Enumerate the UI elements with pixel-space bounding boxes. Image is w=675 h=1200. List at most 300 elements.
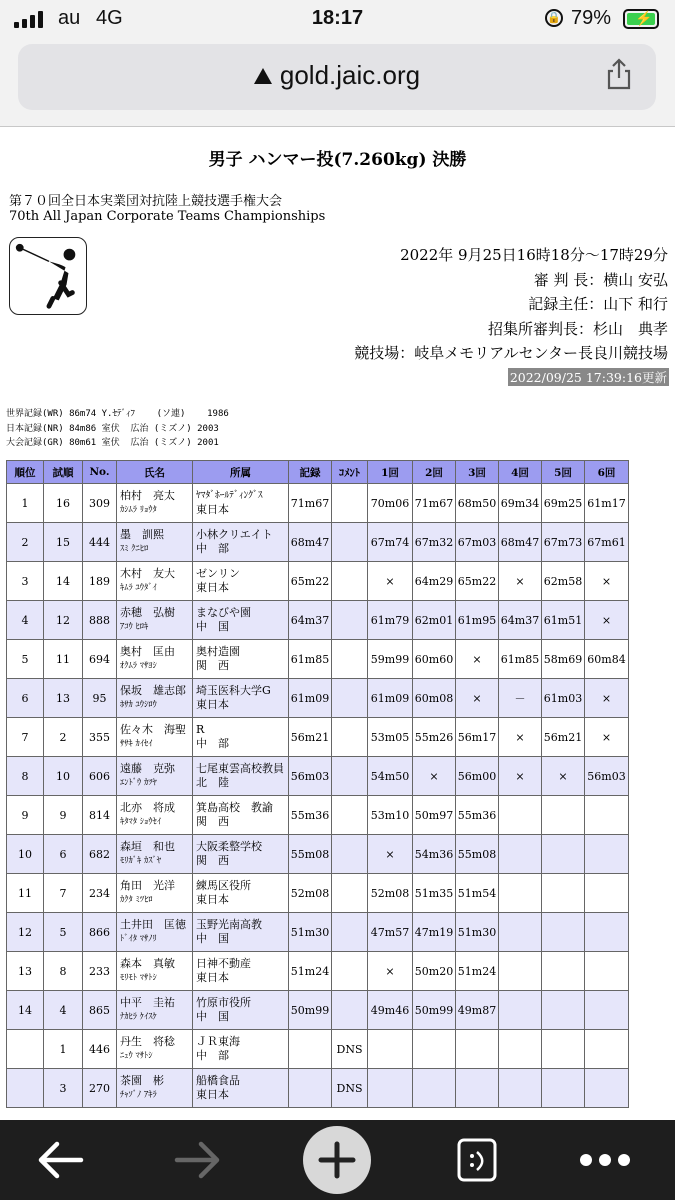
name-cell (117, 952, 193, 991)
attempt-cell: × (585, 718, 629, 757)
athlete-name: 遠藤 克弥 (120, 762, 175, 775)
record-cell: 55m36 (289, 796, 332, 835)
attempt-cell (499, 796, 542, 835)
name-cell (117, 484, 193, 523)
table-row (7, 1069, 629, 1108)
attempt-cell (585, 913, 629, 952)
attempt-cell: 67m32 (413, 523, 456, 562)
athlete-name: 茶園 彬 (120, 1074, 164, 1087)
attempt-cell: 61m51 (542, 601, 585, 640)
athlete-kana: ｶｼﾑﾗ ﾘｮｳﾀ (120, 505, 157, 515)
athlete-kana: ｵｸﾑﾗ ﾏｻﾖｼ (120, 661, 157, 671)
team-cell (193, 757, 289, 796)
athlete-kana: ｷﾑﾗ ﾕｳﾀﾞｲ (120, 583, 157, 593)
attempt-cell: 54m36 (413, 835, 456, 874)
attempt-cell: × (585, 679, 629, 718)
col-header: No. (83, 461, 117, 484)
col-header: 1回 (368, 461, 413, 484)
status-bar (0, 0, 675, 40)
rotation-lock-icon: 🔒 (545, 9, 563, 27)
page-title: 男子 ハンマー投(7.260kg) 決勝 (208, 150, 467, 170)
record-cell: 71m67 (289, 484, 332, 523)
name-cell (117, 1030, 193, 1069)
athlete-name: 丹生 将稔 (120, 1035, 175, 1048)
event-datetime: 2022年 9月25日16時18分〜17時29分 (400, 246, 668, 264)
record-cell: 52m08 (289, 874, 332, 913)
call-referee: 招集所審判長：杉山 典孝 (487, 319, 668, 338)
rank-cell: 8 (7, 757, 44, 796)
athlete-name: 奥村 匡由 (120, 645, 175, 658)
athlete-kana: ﾄﾞｲﾀ ﾏｻﾉﾘ (120, 934, 157, 944)
attempt-cell: 67m03 (456, 523, 499, 562)
athlete-name: 森本 真敏 (120, 957, 175, 970)
rank-cell: 9 (7, 796, 44, 835)
order-cell: 4 (44, 991, 83, 1030)
attempt-cell: 64m29 (413, 562, 456, 601)
athlete-name: 墨 訓熙 (120, 528, 164, 541)
attempt-cell (585, 991, 629, 1030)
athlete-kana: ﾅｶﾋﾗ ｹｲｽｹ (120, 1012, 157, 1022)
back-icon[interactable] (5, 1120, 115, 1200)
order-cell: 15 (44, 523, 83, 562)
bib-cell: 866 (83, 913, 117, 952)
comment-cell (332, 718, 368, 757)
attempt-cell (456, 1069, 499, 1108)
order-cell: 3 (44, 1069, 83, 1108)
table-row (7, 835, 629, 874)
col-header: 記録 (289, 461, 332, 484)
attempt-cell: 49m46 (368, 991, 413, 1030)
bib-cell: 444 (83, 523, 117, 562)
attempt-cell: 69m34 (499, 484, 542, 523)
team-region: 関 西 (196, 854, 229, 867)
table-row (7, 952, 629, 991)
order-cell: 14 (44, 562, 83, 601)
order-cell: 7 (44, 874, 83, 913)
table-row (7, 874, 629, 913)
web-page (0, 127, 675, 1120)
athlete-name: 北亦 将成 (120, 801, 175, 814)
competition-name-jp: 第７０回全日本実業団対抗陸上競技選手権大会 (9, 194, 283, 209)
team-name: 小林クリエイト (196, 528, 273, 541)
bib-cell: 95 (83, 679, 117, 718)
rank-cell: 4 (7, 601, 44, 640)
attempt-cell: 51m24 (456, 952, 499, 991)
attempt-cell (499, 1069, 542, 1108)
team-name: 練馬区役所 (196, 879, 251, 892)
hammer-throw-logo (9, 237, 87, 315)
attempt-cell: × (499, 718, 542, 757)
attempt-cell: 56m17 (456, 718, 499, 757)
attempt-cell: 52m08 (368, 874, 413, 913)
attempt-cell (585, 1030, 629, 1069)
col-header: 2回 (413, 461, 456, 484)
athlete-name: 中平 圭祐 (120, 996, 175, 1009)
attempt-cell (585, 952, 629, 991)
record-cell: 65m22 (289, 562, 332, 601)
attempt-cell: 54m50 (368, 757, 413, 796)
col-header: 4回 (499, 461, 542, 484)
world-record: 世界記録(WR) 86m74 Y.ｾﾃﾞｨﾌ (ソ連) 1986 (6, 409, 229, 419)
team-region: 北 陸 (196, 776, 229, 789)
rank-cell: 1 (7, 484, 44, 523)
name-cell (117, 1069, 193, 1108)
attempt-cell: 47m57 (368, 913, 413, 952)
bib-cell: 234 (83, 874, 117, 913)
team-name: R (196, 723, 205, 736)
attempt-cell: 61m85 (499, 640, 542, 679)
col-header: ｺﾒﾝﾄ (332, 461, 368, 484)
team-region: 中 部 (196, 1049, 229, 1062)
attempt-cell: 70m06 (368, 484, 413, 523)
bib-cell: 865 (83, 991, 117, 1030)
browser-toolbar (0, 40, 675, 127)
attempt-cell: 51m30 (456, 913, 499, 952)
tabs-icon[interactable] (422, 1120, 532, 1200)
battery-percent: 79% (571, 7, 612, 29)
comment-cell (332, 952, 368, 991)
comment-cell (332, 484, 368, 523)
competition-name-en: 70th All Japan Corporate Teams Championships (9, 209, 326, 224)
team-region: 中 国 (196, 932, 229, 945)
team-name: 奥村造園 (196, 645, 240, 658)
athlete-name: 赤穂 弘樹 (120, 606, 175, 619)
attempt-cell: × (542, 757, 585, 796)
comment-cell (332, 562, 368, 601)
order-cell: 8 (44, 952, 83, 991)
attempt-cell (413, 1030, 456, 1069)
attempt-cell: 61m09 (368, 679, 413, 718)
team-name: ＪＲ東海 (196, 1035, 240, 1048)
attempt-cell (368, 1069, 413, 1108)
table-row (7, 562, 629, 601)
attempt-cell: 61m03 (542, 679, 585, 718)
attempt-cell (585, 796, 629, 835)
team-region: 東日本 (196, 503, 229, 516)
team-cell (193, 523, 289, 562)
carrier-label: au (58, 7, 81, 29)
team-name: まなびや園 (196, 606, 251, 619)
bib-cell: 233 (83, 952, 117, 991)
clock: 18:17 (311, 7, 364, 29)
col-header: 6回 (585, 461, 629, 484)
team-name: ﾔﾏﾀﾞﾎｰﾙﾃﾞｨﾝｸﾞｽ (196, 490, 263, 501)
athlete-kana: ﾓﾘﾓﾄ ﾏｻﾄｼ (120, 973, 157, 983)
record-cell (289, 1069, 332, 1108)
updated-badge: 2022/09/25 17:39:16更新 (509, 370, 667, 385)
athlete-name: 木村 友大 (120, 567, 175, 580)
record-cell: 61m85 (289, 640, 332, 679)
athlete-kana: ｽﾐ ｸﾆﾋﾛ (120, 544, 149, 554)
new-tab-icon[interactable] (282, 1120, 392, 1200)
team-region: 関 西 (196, 815, 229, 828)
comment-cell (332, 601, 368, 640)
team-region: 東日本 (196, 893, 229, 906)
athlete-kana: ｱｺｳ ﾋﾛｷ (120, 622, 149, 632)
team-name: 玉野光南高教 (196, 918, 262, 931)
comment-cell (332, 991, 368, 1030)
comment-cell: DNS (332, 1030, 368, 1069)
athlete-kana: ｶｸﾀ ﾐﾂﾋﾛ (120, 895, 153, 905)
attempt-cell: 60m84 (585, 640, 629, 679)
attempt-cell: 60m08 (413, 679, 456, 718)
attempt-cell: 60m60 (413, 640, 456, 679)
athlete-kana: ﾓﾘｶﾞｷ ｶｽﾞﾔ (120, 856, 161, 866)
attempt-cell: 62m01 (413, 601, 456, 640)
bib-cell: 606 (83, 757, 117, 796)
athlete-name: 土井田 匡徳 (120, 918, 186, 931)
rank-cell: 13 (7, 952, 44, 991)
attempt-cell (542, 835, 585, 874)
record-cell: 56m03 (289, 757, 332, 796)
attempt-cell: 68m50 (456, 484, 499, 523)
battery-icon: ⚡ (623, 9, 659, 29)
table-row (7, 991, 629, 1030)
order-cell: 6 (44, 835, 83, 874)
team-name: 日神不動産 (196, 957, 251, 970)
athlete-kana: ｴﾝﾄﾞｳ ｶﾂﾔ (120, 778, 157, 788)
name-cell (117, 835, 193, 874)
record-cell: 55m08 (289, 835, 332, 874)
comment-cell (332, 640, 368, 679)
attempt-cell: 67m73 (542, 523, 585, 562)
attempt-cell: 50m99 (413, 991, 456, 1030)
record-cell: 61m09 (289, 679, 332, 718)
attempt-cell: 71m67 (413, 484, 456, 523)
attempt-cell: 56m21 (542, 718, 585, 757)
attempt-cell: × (368, 835, 413, 874)
team-cell (193, 484, 289, 523)
attempt-cell (456, 1030, 499, 1069)
name-cell (117, 523, 193, 562)
bib-cell: 682 (83, 835, 117, 874)
team-region: 東日本 (196, 581, 229, 594)
bib-cell: 814 (83, 796, 117, 835)
bib-cell: 270 (83, 1069, 117, 1108)
athlete-name: 佐々木 海聖 (120, 723, 186, 736)
name-cell (117, 679, 193, 718)
attempt-cell: 55m26 (413, 718, 456, 757)
attempt-cell (368, 1030, 413, 1069)
name-cell (117, 796, 193, 835)
records-block (6, 407, 229, 451)
table-row (7, 523, 629, 562)
col-header: 5回 (542, 461, 585, 484)
attempt-cell: 61m17 (585, 484, 629, 523)
attempt-cell (499, 835, 542, 874)
rank-cell: 5 (7, 640, 44, 679)
attempt-cell (542, 952, 585, 991)
attempt-cell: 64m37 (499, 601, 542, 640)
attempt-cell: 50m97 (413, 796, 456, 835)
name-cell (117, 874, 193, 913)
rank-cell: 14 (7, 991, 44, 1030)
rank-cell: 11 (7, 874, 44, 913)
order-cell: 16 (44, 484, 83, 523)
team-cell (193, 835, 289, 874)
table-row (7, 679, 629, 718)
order-cell: 9 (44, 796, 83, 835)
bib-cell: 309 (83, 484, 117, 523)
attempt-cell: 58m69 (542, 640, 585, 679)
bib-cell: 694 (83, 640, 117, 679)
order-cell: 12 (44, 601, 83, 640)
team-cell (193, 952, 289, 991)
record-cell: 64m37 (289, 601, 332, 640)
record-cell (289, 1030, 332, 1069)
attempt-cell: 68m47 (499, 523, 542, 562)
table-row (7, 640, 629, 679)
attempt-cell: × (368, 562, 413, 601)
athlete-kana: ｻｻｷ ｶｲｾｲ (120, 739, 153, 749)
athlete-kana: ｷﾀﾏﾀ ｼｮｳｾｲ (120, 817, 161, 827)
attempt-cell: × (413, 757, 456, 796)
comment-cell (332, 757, 368, 796)
order-cell: 5 (44, 913, 83, 952)
record-cell: 68m47 (289, 523, 332, 562)
attempt-cell: 47m19 (413, 913, 456, 952)
attempt-cell: 51m35 (413, 874, 456, 913)
athlete-name: 柏村 亮太 (120, 489, 175, 502)
share-icon[interactable] (606, 58, 632, 90)
referee: 審 判 長：横山 安弘 (533, 270, 668, 289)
team-name: ゼンリン (196, 567, 240, 580)
comment-cell: DNS (332, 1069, 368, 1108)
attempt-cell: 49m87 (456, 991, 499, 1030)
rank-cell: 7 (7, 718, 44, 757)
rank-cell: 3 (7, 562, 44, 601)
col-header: 氏名 (117, 461, 193, 484)
team-cell (193, 640, 289, 679)
bib-cell: 189 (83, 562, 117, 601)
col-header: 所属 (193, 461, 289, 484)
team-name: 竹原市役所 (196, 996, 251, 1009)
team-cell (193, 796, 289, 835)
attempt-cell (585, 1069, 629, 1108)
team-cell (193, 1069, 289, 1108)
attempt-cell: － (499, 679, 542, 718)
comment-cell (332, 874, 368, 913)
venue: 競技場：岐阜メモリアルセンター長良川競技場 (354, 344, 668, 362)
attempt-cell (542, 913, 585, 952)
attempt-cell: × (456, 679, 499, 718)
attempt-cell: 51m54 (456, 874, 499, 913)
attempt-cell: × (585, 562, 629, 601)
attempt-cell (499, 1030, 542, 1069)
table-row (7, 484, 629, 523)
attempt-cell: × (585, 601, 629, 640)
team-name: 箕島高校 教諭 (196, 801, 273, 814)
rank-cell: 6 (7, 679, 44, 718)
national-record: 日本記録(NR) 84m86 室伏 広治 (ミズノ) 2003 (6, 423, 219, 434)
attempt-cell: 56m00 (456, 757, 499, 796)
record-cell: 51m30 (289, 913, 332, 952)
network-label: 4G (96, 7, 123, 29)
games-record: 大会記録(GR) 80m61 室伏 広治 (ミズノ) 2001 (6, 438, 219, 448)
rank-cell: 10 (7, 835, 44, 874)
name-cell (117, 757, 193, 796)
attempt-cell: 55m08 (456, 835, 499, 874)
athlete-kana: ﾎｻｶ ﾕｳｼﾛｳ (120, 700, 157, 710)
attempt-cell: 61m79 (368, 601, 413, 640)
team-cell (193, 601, 289, 640)
table-row (7, 796, 629, 835)
athlete-name: 保坂 雄志郎 (120, 684, 186, 697)
comment-cell (332, 835, 368, 874)
recorder: 記録主任：山下 和行 (528, 295, 668, 313)
attempt-cell: × (499, 757, 542, 796)
rank-cell (7, 1069, 44, 1108)
comment-cell (332, 523, 368, 562)
table-header-row (7, 461, 629, 484)
order-cell: 10 (44, 757, 83, 796)
name-cell (117, 991, 193, 1030)
comment-cell (332, 913, 368, 952)
forward-icon[interactable] (143, 1120, 253, 1200)
team-name: 埼玉医科大学G (196, 684, 271, 697)
attempt-cell: 53m10 (368, 796, 413, 835)
team-region: 中 国 (196, 620, 229, 633)
team-cell (193, 679, 289, 718)
attempt-cell: 53m05 (368, 718, 413, 757)
attempt-cell: 50m20 (413, 952, 456, 991)
rank-cell: 2 (7, 523, 44, 562)
name-cell (117, 562, 193, 601)
attempt-cell (499, 913, 542, 952)
rank-cell: 12 (7, 913, 44, 952)
athlete-kana: ﾁｬｿﾞﾉ ｱｷﾗ (120, 1090, 157, 1100)
record-cell: 51m24 (289, 952, 332, 991)
attempt-cell: 65m22 (456, 562, 499, 601)
order-cell: 11 (44, 640, 83, 679)
team-region: 中 部 (196, 737, 229, 750)
name-cell (117, 913, 193, 952)
comment-cell (332, 679, 368, 718)
team-cell (193, 874, 289, 913)
team-cell (193, 913, 289, 952)
more-icon[interactable] (550, 1120, 660, 1200)
address-bar[interactable] (18, 44, 656, 110)
team-region: 東日本 (196, 1088, 229, 1101)
team-name: 船橋食品 (196, 1074, 240, 1087)
table-row (7, 757, 629, 796)
athlete-name: 森垣 和也 (120, 840, 175, 853)
team-region: 東日本 (196, 971, 229, 984)
team-region: 東日本 (196, 698, 229, 711)
event-info (354, 243, 668, 366)
rank-cell (7, 1030, 44, 1069)
col-header: 試順 (44, 461, 83, 484)
attempt-cell: 62m58 (542, 562, 585, 601)
attempt-cell: × (368, 952, 413, 991)
attempt-cell (542, 796, 585, 835)
athlete-name: 角田 光洋 (120, 879, 175, 892)
browser-bottom-bar (0, 1120, 675, 1200)
team-region: 中 部 (196, 542, 229, 555)
team-cell (193, 991, 289, 1030)
attempt-cell (413, 1069, 456, 1108)
team-name: 大阪柔整学校 (196, 840, 262, 853)
bib-cell: 446 (83, 1030, 117, 1069)
name-cell (117, 601, 193, 640)
attempt-cell: 67m61 (585, 523, 629, 562)
attempt-cell: 67m74 (368, 523, 413, 562)
attempt-cell (542, 1069, 585, 1108)
attempt-cell: × (499, 562, 542, 601)
attempt-cell: 61m95 (456, 601, 499, 640)
attempt-cell: 59m99 (368, 640, 413, 679)
table-row (7, 1030, 629, 1069)
